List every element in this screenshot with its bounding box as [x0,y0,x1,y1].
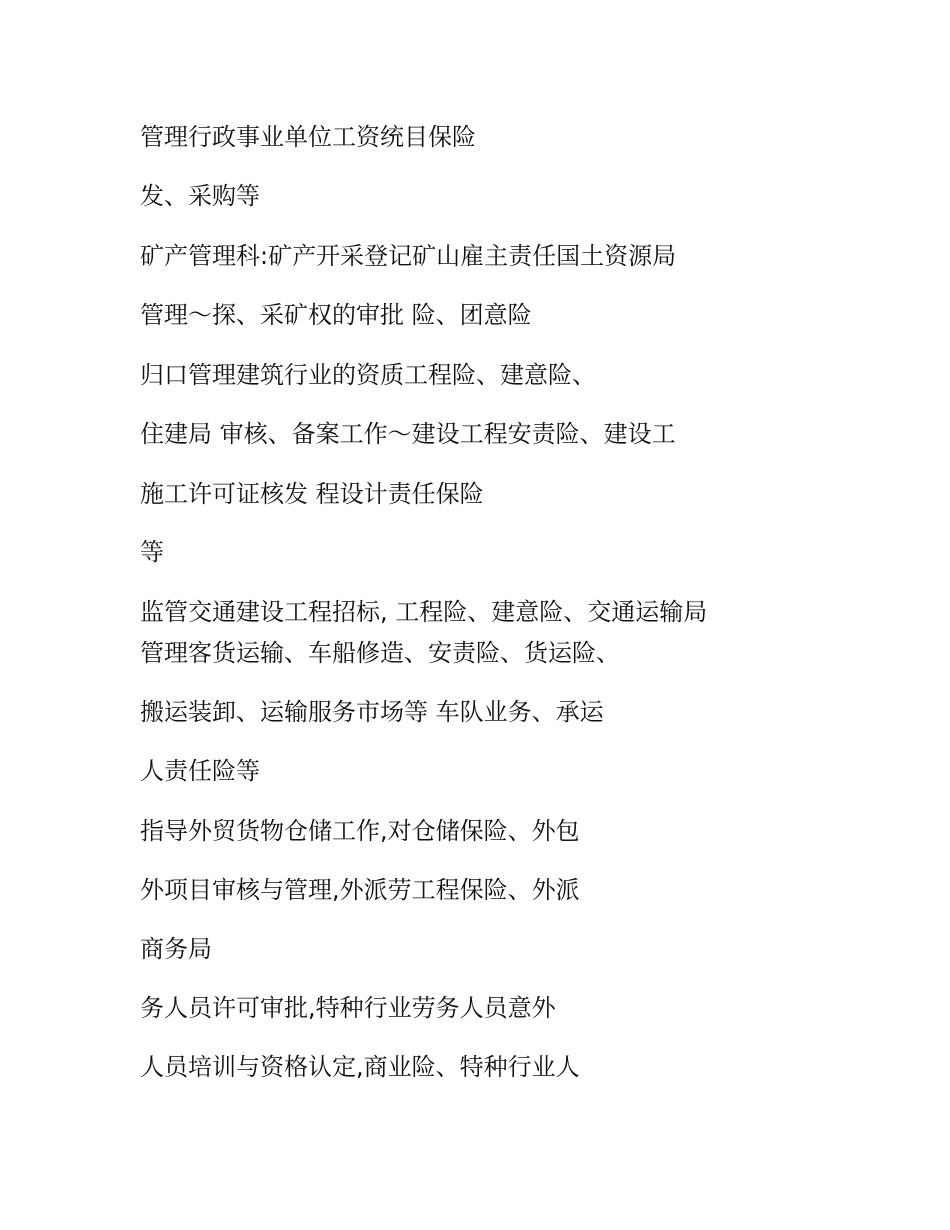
text-line: 人员培训与资格认定,商业险、特种行业人 [140,1053,580,1081]
text-line: 务人员许可审批,特种行业劳务人员意外 [140,994,556,1022]
text-line: 监管交通建设工程招标, 工程险、建意险、交通运输局 [140,598,708,626]
text-line: 住建局 审核、备案工作～建设工程安责险、建设工 [140,420,676,448]
text-line: 人责任险等 [140,757,260,785]
text-line: 施工许可证核发 程设计责任保险 [140,480,484,508]
text-line: 等 [140,538,164,566]
text-line: 管理客货运输、车船修造、安责险、货运险、 [140,639,620,667]
text-line: 发、采购等 [140,182,260,210]
text-line: 商务局 [140,935,212,963]
text-line: 归口管理建筑行业的资质工程险、建意险、 [140,361,596,389]
text-line: 管理行政事业单位工资统目保险 [140,123,476,151]
text-line: 外项目审核与管理,外派劳工程保险、外派 [140,876,580,904]
text-line: 搬运装卸、运输服务市场等 车队业务、承运 [140,698,604,726]
text-line: 指导外贸货物仓储工作,对仓储保险、外包 [140,817,580,845]
text-line: 管理～探、采矿权的审批 险、团意险 [140,301,532,329]
text-line: 矿产管理科:矿产开采登记矿山雇主责任国土资源局 [140,242,677,270]
